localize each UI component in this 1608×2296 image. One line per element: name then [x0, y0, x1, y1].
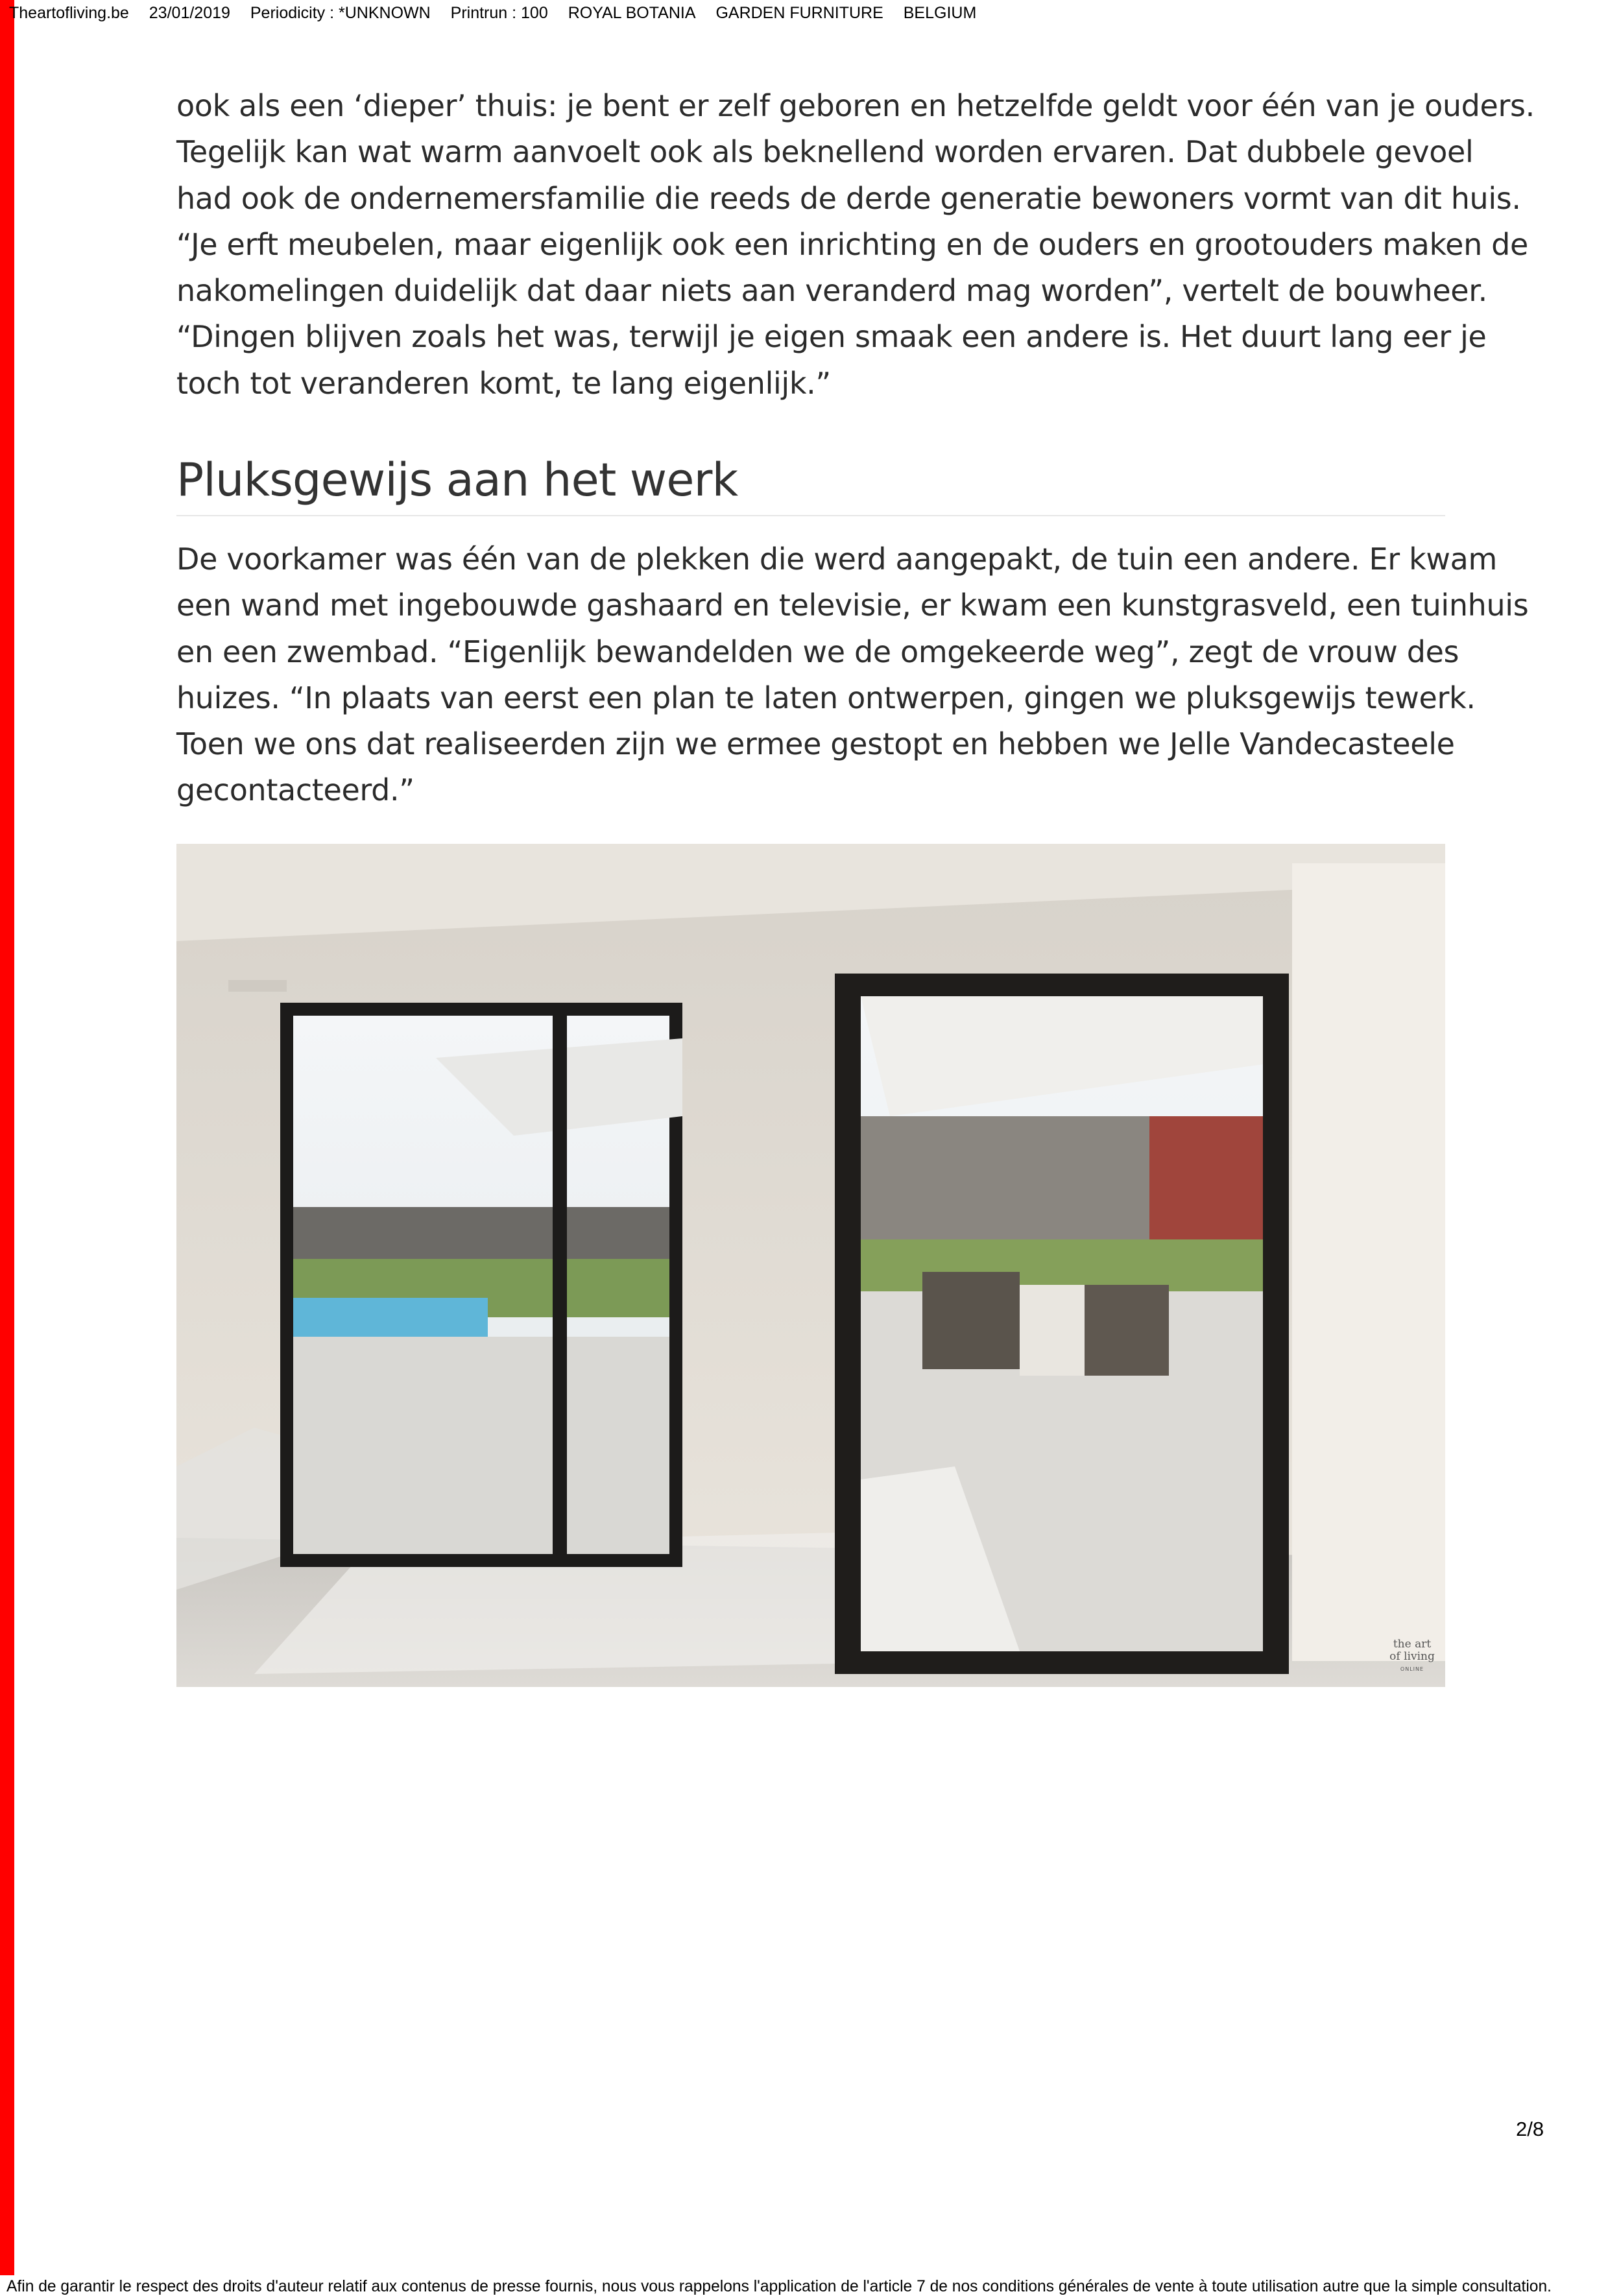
- section-heading: Pluksgewijs aan het werk: [176, 453, 738, 507]
- paragraph-line: Toen we ons dat realiseerden zijn we ermee gestopt en hebben we Jelle Vandecasteele: [176, 726, 1455, 762]
- paragraph-line: huizes. “In plaats van eerst een plan te laten ontwerpen, gingen we pluksgewijs tewerk.: [176, 680, 1476, 715]
- paragraph-line: De voorkamer was één van de plekken die werd aangepakt, de tuin een andere. Er kwam: [176, 542, 1497, 577]
- header-tag-country: BELGIUM: [903, 4, 977, 22]
- article-paragraph-2: [176, 536, 1529, 814]
- paragraph-line: “Dingen blijven zoals het was, terwijl je eigen smaak een andere is. Het duurt lang eer je: [176, 319, 1487, 355]
- watermark-line-3: ONLINE: [1400, 1666, 1424, 1672]
- paragraph-line: nakomelingen duidelijk dat daar niets aan veranderd mag worden”, vertelt de bouwheer.: [176, 273, 1487, 309]
- paragraph-line: en een zwembad. “Eigenlijk bewandelden we de omgekeerde weg”, zegt de vrouw des: [176, 634, 1459, 669]
- paragraph-line: ook als een ‘dieper’ thuis: je bent er zelf geboren en hetzelfde geldt voor één van je ouders.: [176, 88, 1535, 123]
- header-printrun: Printrun : 100: [450, 4, 548, 22]
- article-paragraph-1: [176, 83, 1535, 407]
- paragraph-line: een wand met ingebouwde gashaard en televisie, er kwam een kunstgrasveld, een tuinhuis: [176, 588, 1529, 623]
- page-number: 2/8: [1516, 2118, 1544, 2140]
- header-source: Theartofliving.be: [9, 4, 129, 22]
- watermark-line-2: of living: [1389, 1650, 1435, 1663]
- brand-watermark: [1387, 1638, 1437, 1675]
- paragraph-line: had ook de ondernemersfamilie die reeds de derde generatie bewoners vormt van dit huis.: [176, 180, 1521, 216]
- left-margin-bar: [0, 0, 14, 2275]
- paragraph-line: gecontacteerd.”: [176, 772, 414, 808]
- watermark-line-1: the art: [1393, 1638, 1432, 1651]
- header-periodicity: Periodicity : *UNKNOWN: [250, 4, 431, 22]
- header-date: 23/01/2019: [149, 4, 230, 22]
- interior-photo: [176, 844, 1445, 1687]
- header-tag-brand: ROYAL BOTANIA: [568, 4, 696, 22]
- section-heading-block: [176, 449, 1445, 516]
- heading-divider: [176, 515, 1445, 516]
- paragraph-line: “Je erft meubelen, maar eigenlijk ook een inrichting en de ouders en grootouders maken de: [176, 226, 1528, 262]
- photo-illustration: [176, 844, 1445, 1687]
- press-header: [9, 4, 992, 23]
- paragraph-line: toch tot veranderen komt, te lang eigenlijk.”: [176, 365, 831, 401]
- paragraph-line: Tegelijk kan wat warm aanvoelt ook als beknellend worden ervaren. Dat dubbele gevoel: [176, 134, 1474, 170]
- header-tag-category: GARDEN FURNITURE: [715, 4, 883, 22]
- copyright-notice: Afin de garantir le respect des droits d'auteur relatif aux contenus de presse fournis, nous vous rappelons l'application de l'article 7 de nos conditions générales de vente à toute utilisation autre que la simple consultation.: [6, 2278, 1552, 2295]
